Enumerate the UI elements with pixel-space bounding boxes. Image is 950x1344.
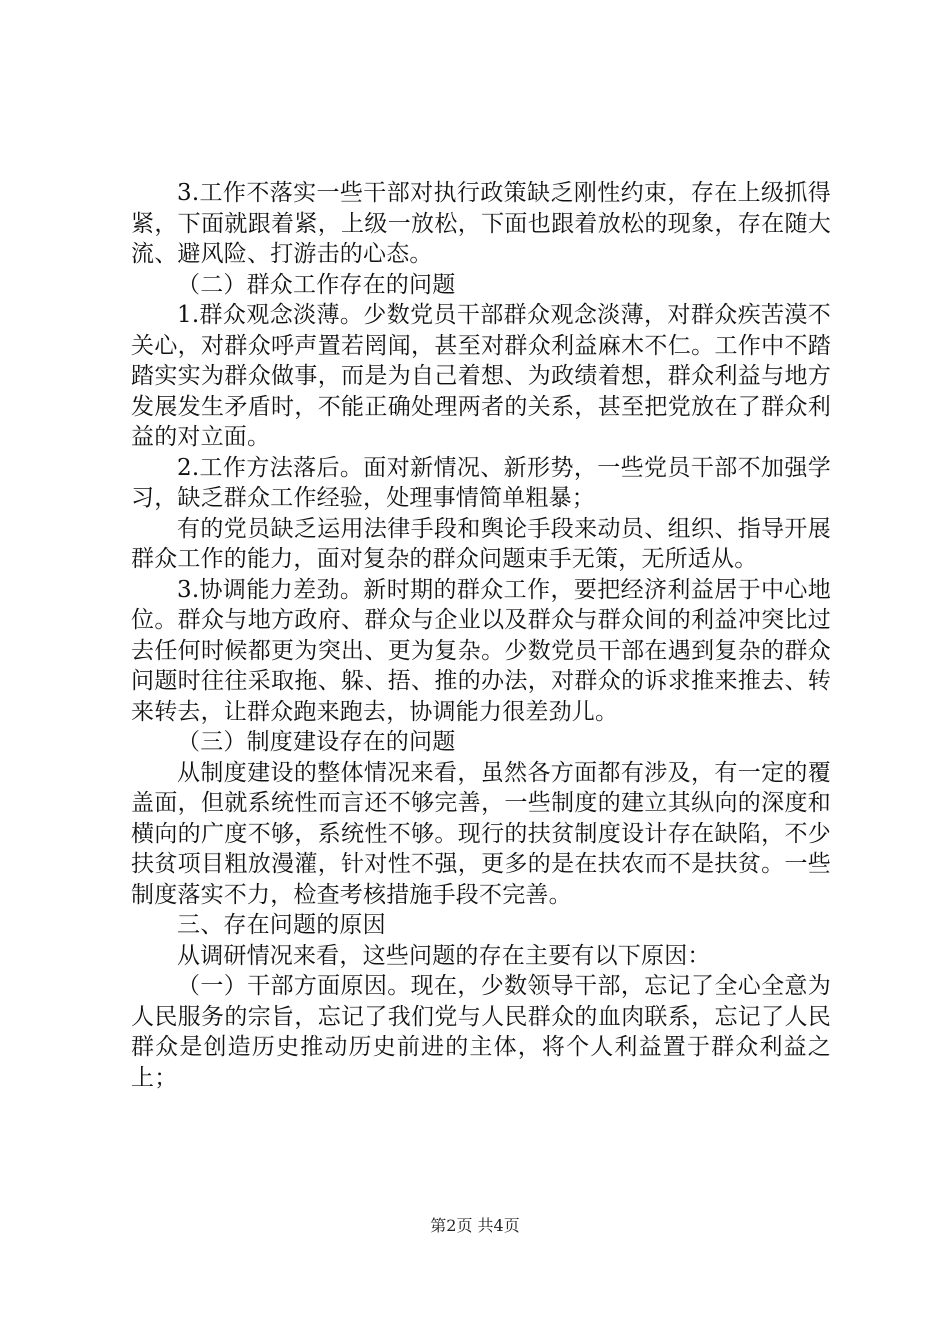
paragraph: （一）干部方面原因。现在，少数领导干部，忘记了全心全意为人民服务的宗旨，忘记了我们党与人民群众的血肉联系，忘记了人民群众是创造历史推动历史前进的主体，将个人利益置于群众利益之上； [131,973,831,1091]
paragraph: 1.群众观念淡薄。少数党员干部群众观念淡薄，对群众疾苦漠不关心，对群众呼声置若罔闻，甚至对群众利益麻木不仁。工作中不踏踏实实为群众做事，而是为自己着想、为政绩着想，群众利益与地方发展发生矛盾时，不能正确处理两者的关系，甚至把党放在了群众利益的对立面。 [131,302,831,450]
section-heading: （二）群众工作存在的问题 [177,271,456,298]
paragraph: 3.协调能力差劲。新时期的群众工作，要把经济利益居于中心地位。群众与地方政府、群众与企业以及群众与群众间的利益冲突比过去任何时候都更为突出、更为复杂。少数党员干部在遇到复杂的群众问题时往往采取拖、躲、捂、推的办法，对群众的诉求推来推去、转来转去，让群众跑来跑去，协调能力很差劲儿。 [131,576,831,725]
page-footer [0,1216,950,1236]
paragraph: 3.工作不落实一些干部对执行政策缺乏刚性约束，存在上级抓得紧，下面就跟着紧，上级一放松，下面也跟着放松的现象，存在随大流、避风险、打游击的心态。 [131,180,831,267]
paragraph: 有的党员缺乏运用法律手段和舆论手段来动员、组织、指导开展群众工作的能力，面对复杂的群众问题束手无策，无所适从。 [131,515,831,572]
section-heading: （三）制度建设存在的问题 [177,729,456,755]
section-heading: 三、存在问题的原因 [177,912,386,938]
page-number: 第2页 共4页 [430,1216,520,1235]
document-body [131,178,831,1093]
paragraph: 从制度建设的整体情况来看，虽然各方面都有涉及，有一定的覆盖面，但就系统性而言还不够完善，一些制度的建立其纵向的深度和横向的广度不够，系统性不够。现行的扶贫制度设计存在缺陷，不少扶贫项目粗放漫灌，针对性不强，更多的是在扶农而不是扶贫。一些制度落实不力，检查考核措施手段不完善。 [131,759,831,908]
paragraph: 从调研情况来看，这些问题的存在主要有以下原因： [177,942,711,969]
paragraph: 2.工作方法落后。面对新情况、新形势，一些党员干部不加强学习，缺乏群众工作经验，处理事情简单粗暴； [131,454,831,511]
